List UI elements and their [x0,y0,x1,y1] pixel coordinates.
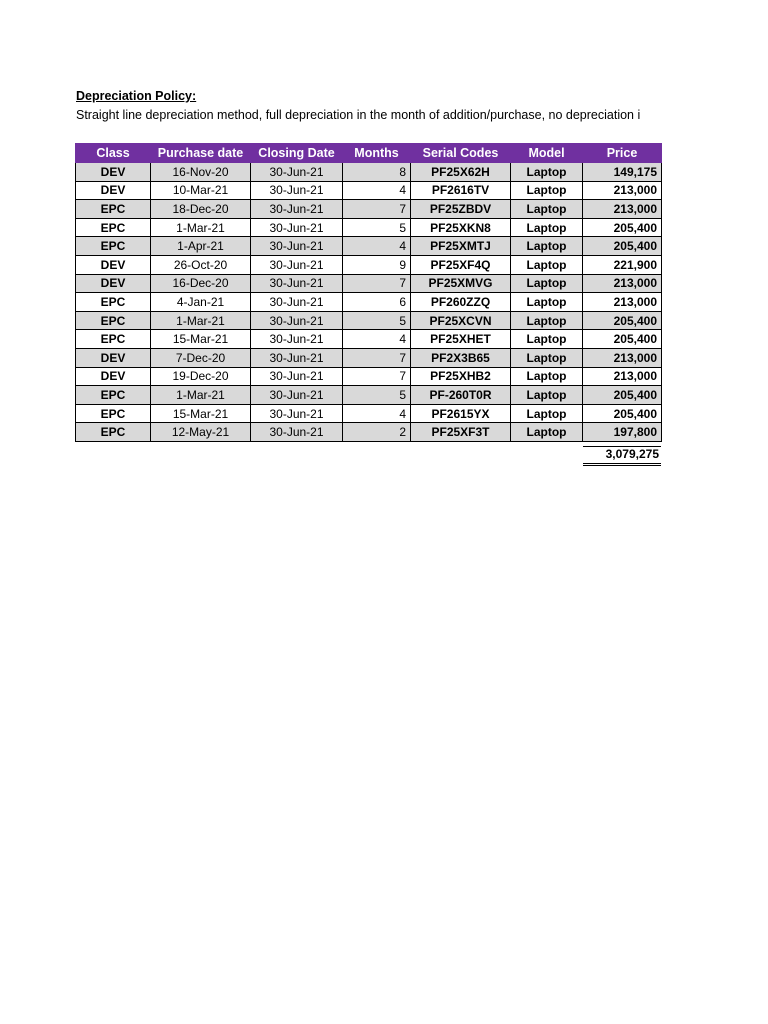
cell-closing-date: 30-Jun-21 [251,255,343,274]
cell-serial-code: PF25XMVG [411,274,511,293]
cell-price: 213,000 [583,181,662,200]
policy-heading: Depreciation Policy: [76,89,197,103]
table-row [76,367,662,386]
cell-closing-date: 30-Jun-21 [251,423,343,442]
cell-serial-code: PF25XMTJ [411,237,511,256]
cell-model: Laptop [511,181,583,200]
cell-price: 213,000 [583,200,662,219]
cell-price: 197,800 [583,423,662,442]
table-row [76,274,662,293]
table-row [76,255,662,274]
cell-months: 4 [343,330,411,349]
column-header-serial-codes: Serial Codes [411,144,511,163]
policy-text: Straight line depreciation method, full depreciation in the month of addition/purchase, no depreciation i [76,108,641,122]
cell-purchase-date: 1-Mar-21 [151,311,251,330]
cell-class: DEV [76,181,151,200]
table-row [76,293,662,312]
cell-purchase-date: 16-Nov-20 [151,163,251,182]
cell-closing-date: 30-Jun-21 [251,404,343,423]
cell-serial-code: PF25XKN8 [411,218,511,237]
cell-months: 5 [343,386,411,405]
cell-purchase-date: 1-Mar-21 [151,218,251,237]
cell-class: EPC [76,200,151,219]
cell-closing-date: 30-Jun-21 [251,330,343,349]
cell-purchase-date: 7-Dec-20 [151,348,251,367]
cell-serial-code: PF25XCVN [411,311,511,330]
cell-months: 7 [343,348,411,367]
cell-class: EPC [76,404,151,423]
cell-price: 213,000 [583,367,662,386]
cell-class: DEV [76,163,151,182]
price-total: 3,079,275 [583,446,661,466]
cell-class: EPC [76,423,151,442]
cell-months: 6 [343,293,411,312]
table-row [76,311,662,330]
cell-closing-date: 30-Jun-21 [251,274,343,293]
cell-price: 205,400 [583,218,662,237]
cell-model: Laptop [511,330,583,349]
cell-purchase-date: 1-Mar-21 [151,386,251,405]
cell-months: 5 [343,311,411,330]
cell-serial-code: PF2616TV [411,181,511,200]
cell-closing-date: 30-Jun-21 [251,181,343,200]
cell-serial-code: PF2615YX [411,404,511,423]
table-row [76,237,662,256]
cell-price: 205,400 [583,330,662,349]
cell-price: 221,900 [583,255,662,274]
table-row [76,218,662,237]
cell-months: 7 [343,200,411,219]
cell-model: Laptop [511,293,583,312]
cell-model: Laptop [511,404,583,423]
cell-months: 9 [343,255,411,274]
cell-closing-date: 30-Jun-21 [251,237,343,256]
column-header-model: Model [511,144,583,163]
cell-model: Laptop [511,237,583,256]
cell-purchase-date: 16-Dec-20 [151,274,251,293]
column-header-purchase-date: Purchase date [151,144,251,163]
cell-price: 205,400 [583,311,662,330]
cell-serial-code: PF260ZZQ [411,293,511,312]
cell-closing-date: 30-Jun-21 [251,348,343,367]
cell-class: DEV [76,255,151,274]
table-row [76,181,662,200]
cell-purchase-date: 10-Mar-21 [151,181,251,200]
cell-closing-date: 30-Jun-21 [251,218,343,237]
cell-class: EPC [76,386,151,405]
column-header-class: Class [76,144,151,163]
table-row [76,386,662,405]
cell-model: Laptop [511,386,583,405]
cell-model: Laptop [511,274,583,293]
cell-model: Laptop [511,200,583,219]
cell-months: 4 [343,181,411,200]
table-row [76,404,662,423]
cell-months: 4 [343,237,411,256]
cell-serial-code: PF-260T0R [411,386,511,405]
cell-model: Laptop [511,311,583,330]
cell-closing-date: 30-Jun-21 [251,200,343,219]
cell-model: Laptop [511,367,583,386]
cell-purchase-date: 4-Jan-21 [151,293,251,312]
cell-class: EPC [76,330,151,349]
column-header-closing-date: Closing Date [251,144,343,163]
table-header-row [76,144,662,163]
cell-class: DEV [76,367,151,386]
cell-serial-code: PF25X62H [411,163,511,182]
cell-purchase-date: 15-Mar-21 [151,404,251,423]
cell-closing-date: 30-Jun-21 [251,367,343,386]
cell-price: 205,400 [583,404,662,423]
cell-months: 7 [343,367,411,386]
table-row [76,163,662,182]
cell-model: Laptop [511,423,583,442]
cell-serial-code: PF25XHET [411,330,511,349]
cell-serial-code: PF25XF4Q [411,255,511,274]
cell-price: 205,400 [583,237,662,256]
cell-months: 5 [343,218,411,237]
cell-price: 213,000 [583,274,662,293]
cell-months: 4 [343,404,411,423]
cell-months: 8 [343,163,411,182]
cell-price: 213,000 [583,348,662,367]
cell-class: EPC [76,218,151,237]
cell-purchase-date: 1-Apr-21 [151,237,251,256]
cell-class: EPC [76,293,151,312]
table-row [76,200,662,219]
cell-serial-code: PF2X3B65 [411,348,511,367]
cell-model: Laptop [511,348,583,367]
cell-purchase-date: 15-Mar-21 [151,330,251,349]
cell-class: DEV [76,348,151,367]
depreciation-table [75,143,662,442]
table-row [76,330,662,349]
column-header-months: Months [343,144,411,163]
cell-price: 205,400 [583,386,662,405]
cell-closing-date: 30-Jun-21 [251,386,343,405]
cell-purchase-date: 18-Dec-20 [151,200,251,219]
cell-model: Laptop [511,255,583,274]
cell-purchase-date: 19-Dec-20 [151,367,251,386]
cell-months: 7 [343,274,411,293]
cell-serial-code: PF25XF3T [411,423,511,442]
cell-serial-code: PF25XHB2 [411,367,511,386]
cell-class: EPC [76,311,151,330]
cell-months: 2 [343,423,411,442]
cell-closing-date: 30-Jun-21 [251,293,343,312]
table-row [76,348,662,367]
cell-price: 213,000 [583,293,662,312]
cell-model: Laptop [511,163,583,182]
table-row [76,423,662,442]
cell-class: EPC [76,237,151,256]
cell-price: 149,175 [583,163,662,182]
column-header-price: Price [583,144,662,163]
cell-closing-date: 30-Jun-21 [251,311,343,330]
cell-purchase-date: 26-Oct-20 [151,255,251,274]
cell-purchase-date: 12-May-21 [151,423,251,442]
cell-serial-code: PF25ZBDV [411,200,511,219]
cell-class: DEV [76,274,151,293]
cell-closing-date: 30-Jun-21 [251,163,343,182]
cell-model: Laptop [511,218,583,237]
